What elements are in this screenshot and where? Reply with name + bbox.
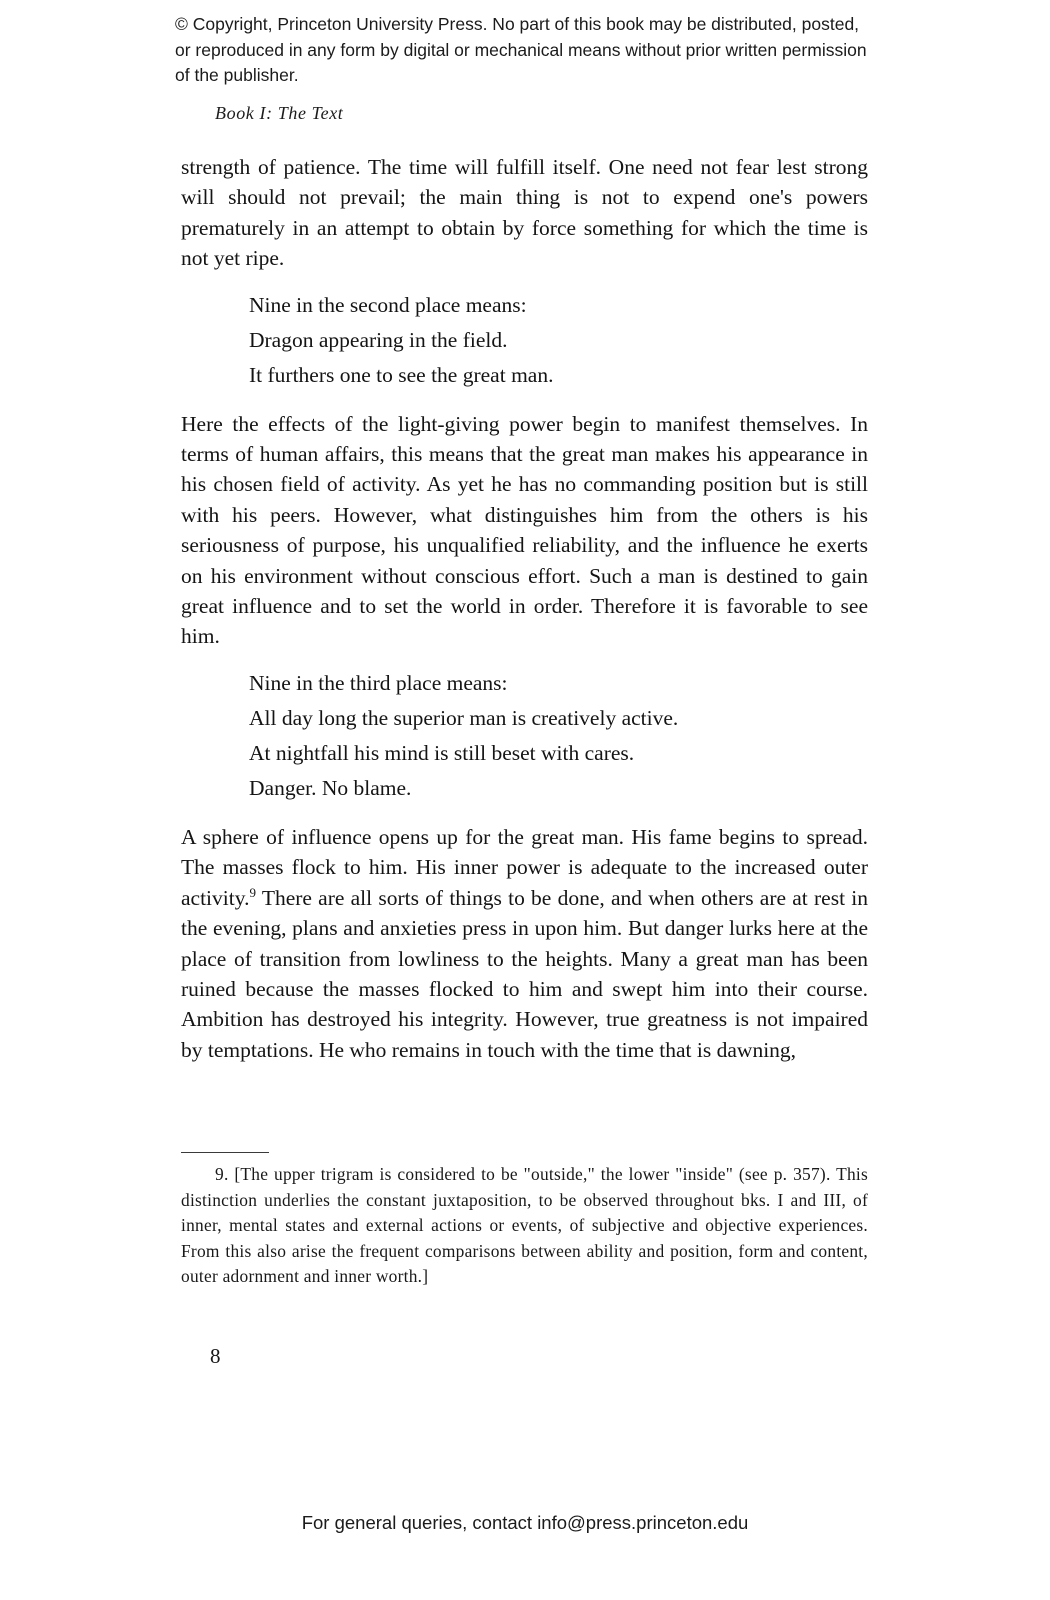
verse-line: Danger. No blame. — [249, 775, 412, 800]
verse-line: At nightfall his mind is still beset with cares. — [249, 740, 635, 765]
verse-line: Dragon appearing in the field. — [249, 327, 508, 352]
verse-block-nine-second-place — [181, 288, 868, 393]
footer-query-text: For general queries, contact info@press.princeton.edu — [301, 1512, 749, 1533]
body-text-column — [181, 152, 868, 1079]
footnote-section — [181, 1152, 868, 1290]
verse-line: It furthers one to see the great man. — [249, 362, 554, 387]
copyright-notice: © Copyright, Princeton University Press. No part of this book may be distributed, posted, or reproduced in any form by digital or mechanical means without prior written permission of the publisher. — [175, 14, 867, 85]
verse-block-nine-third-place — [181, 666, 868, 806]
page-number: 8 — [210, 1344, 221, 1368]
paragraph-commentary-second-place: Here the effects of the light-giving power begin to manifest themselves. In terms of human affairs, this means that the great man makes his appearance in his chosen field of activity. As yet he has no commanding position but is still with his peers. However, what distinguishes him from the others is his seriousness of purpose, his unqualified reliability, and the influence he exerts on his environment without conscious effort. Such a man is destined to gain great influence and to set the world in order. Therefore it is favorable to see him. — [181, 411, 868, 649]
paragraph-text-part-1: A sphere of influence opens up for the great man. His fame begins to spread. The masses flock to him. His inner power is adequate to the increased outer activity. — [181, 824, 868, 910]
running-head: Book I: The Text — [215, 103, 344, 123]
verse-line: Nine in the second place means: — [249, 292, 527, 317]
paragraph-continuation: strength of patience. The time will fulfill itself. One need not fear lest strong will should not prevail; the main thing is not to expend one's powers prematurely in an attempt to obtain by force something for which the time is not yet ripe. — [181, 155, 868, 271]
paragraph-text-part-2: There are all sorts of things to be done, and when others are at rest in the evening, plans and anxieties press in upon him. But danger lurks here at the place of transition from lowliness to the heights. Many a great man has been ruined because the masses flocked to him and swept him into their course. Ambition has destroyed his integrity. However, true greatness is not impaired by temptations. He who remains in touch with the time that is dawning, — [181, 885, 868, 1062]
footnote-rule — [181, 1152, 269, 1153]
verse-line: Nine in the third place means: — [249, 670, 508, 695]
verse-line: All day long the superior man is creatively active. — [249, 705, 679, 730]
paragraph-commentary-third-place — [181, 822, 868, 1065]
footnote-text — [181, 1162, 868, 1290]
footnote-reference-marker: 9 — [249, 884, 256, 900]
footnote-body: 9. [The upper trigram is considered to be "outside," the lower "inside" (see p. 357). This distinction underlies the constant juxtaposition, to be observed throughout bks. I and III, of inner, mental states and external actions or events, of subjective and objective experiences. From this also arise the frequent comparisons between ability and position, form and content, outer adornment and inner worth.] — [181, 1164, 868, 1287]
